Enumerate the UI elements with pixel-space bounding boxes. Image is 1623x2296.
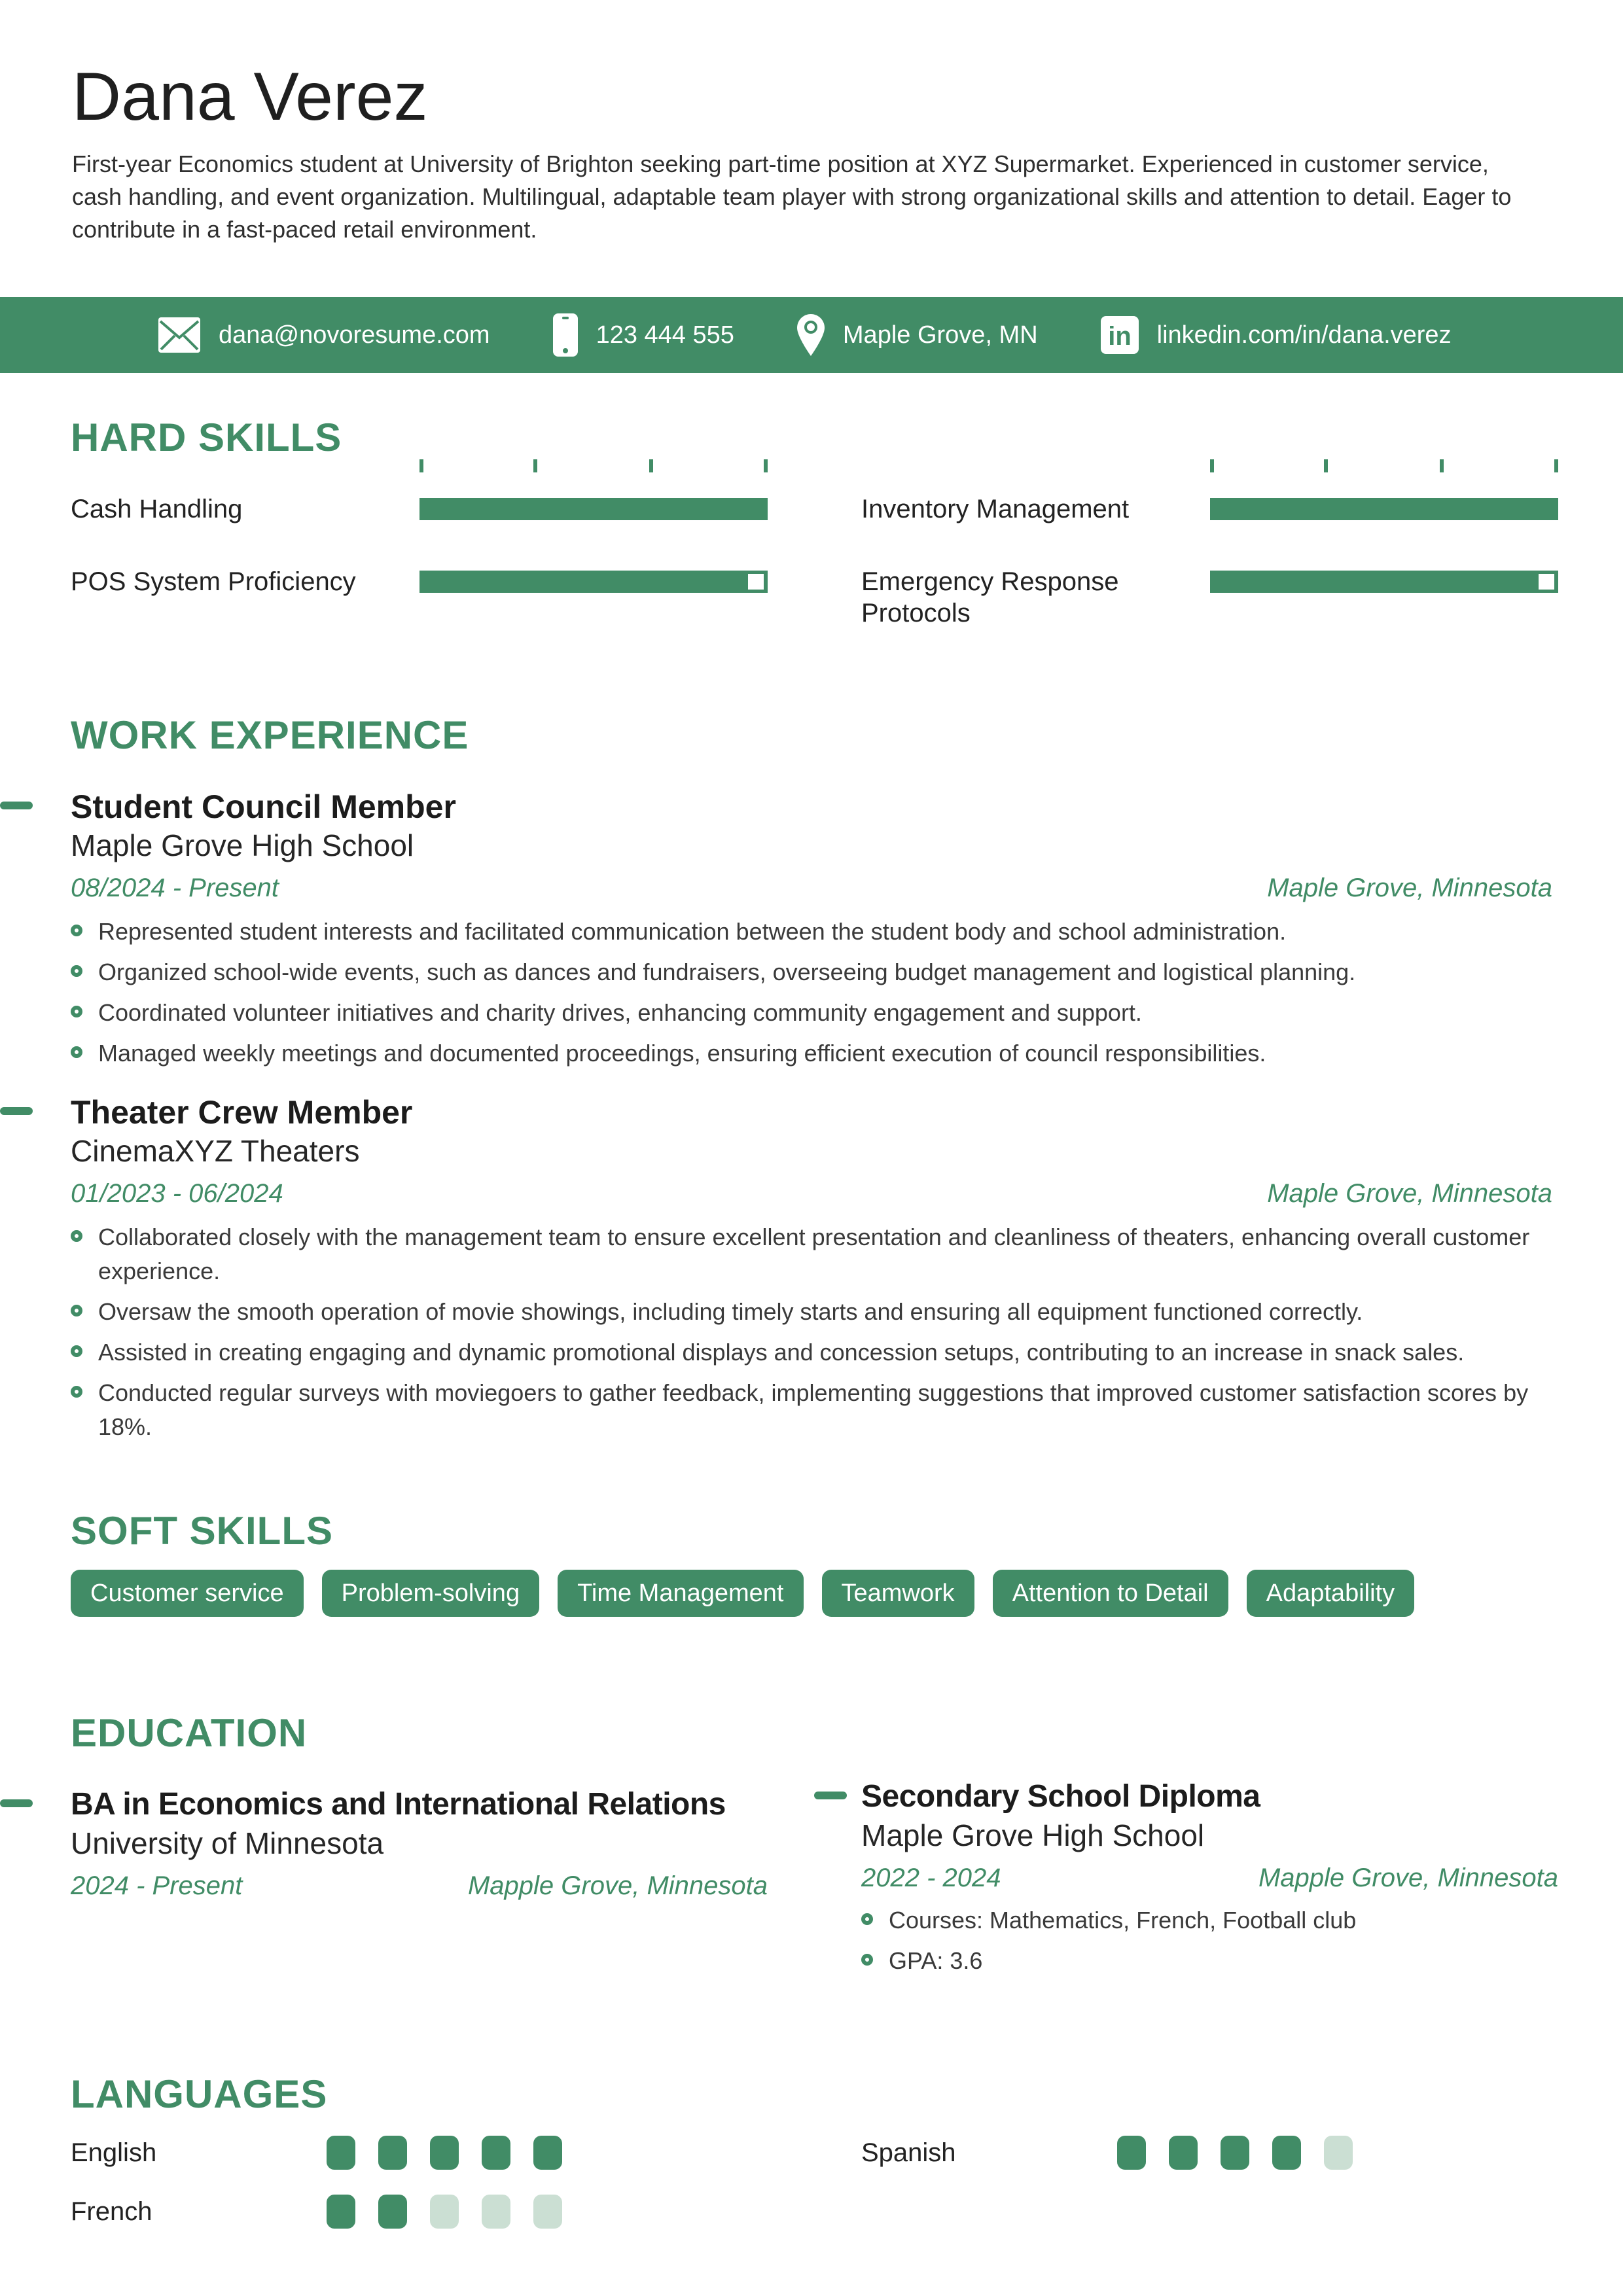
soft-skill-pill: Time Management (558, 1570, 803, 1617)
language-level-squares (327, 2136, 562, 2170)
bullet-ring-icon (71, 1345, 82, 1357)
bullet-ring-icon (71, 1305, 82, 1316)
tick-mark (1440, 459, 1444, 472)
job-company: CinemaXYZ Theaters (71, 1134, 360, 1169)
school-name: University of Minnesota (71, 1826, 384, 1861)
job-company: Maple Grove High School (71, 828, 414, 863)
timeline-dash-icon (814, 1792, 847, 1799)
language-level-square (378, 2195, 407, 2229)
skill-level-marker (1539, 574, 1554, 590)
bullet-text: GPA: 3.6 (889, 1947, 983, 1975)
education-dates: 2024 - Present (71, 1871, 243, 1901)
skill-bar-fill (1210, 498, 1558, 520)
language-level-square (482, 2195, 510, 2229)
language-row (71, 2195, 768, 2229)
contact-email (158, 317, 490, 353)
language-level-square (1221, 2136, 1249, 2170)
bullet-ring-icon (71, 1230, 82, 1242)
tick-mark (533, 459, 537, 472)
work-entry (71, 1093, 1552, 1444)
languages-title: LANGUAGES (71, 2072, 328, 2117)
bullet-item (71, 915, 1552, 949)
timeline-dash-icon (0, 802, 33, 809)
language-level-square (1117, 2136, 1146, 2170)
bullet-ring-icon (71, 925, 82, 936)
bullet-item (71, 1036, 1552, 1070)
language-level-square (327, 2136, 355, 2170)
hard-skill-label: Emergency Response Protocols (861, 567, 1119, 628)
tick-mark (649, 459, 653, 472)
section-languages (71, 2073, 1552, 2229)
hard-skills-title: HARD SKILLS (71, 415, 342, 460)
tick-mark (1554, 459, 1558, 472)
hard-skill-row (861, 567, 1558, 629)
section-work-experience (71, 714, 1552, 1444)
soft-skill-pill: Teamwork (822, 1570, 974, 1617)
language-row (861, 2136, 1558, 2170)
section-hard-skills (71, 416, 1552, 629)
language-name: Spanish (861, 2138, 956, 2167)
bullet-ring-icon (71, 1006, 82, 1017)
work-entry (71, 787, 1552, 1070)
education-dates: 2022 - 2024 (861, 1863, 1001, 1893)
tick-mark (764, 459, 768, 472)
bullet-item (71, 955, 1552, 989)
bullet-text: Collaborated closely with the management team to ensure excellent presentation and cleanliness of theaters, enhancing overall customer experience. (98, 1224, 1530, 1285)
language-row (71, 2136, 768, 2170)
skill-level-marker (748, 574, 764, 590)
skill-ticks (419, 459, 768, 472)
skill-bar (419, 571, 768, 593)
language-level-squares (327, 2195, 562, 2229)
language-level-square (430, 2136, 459, 2170)
skill-bar-fill (419, 498, 768, 520)
bullet-text: Represented student interests and facilitated communication between the student body and school administration. (98, 918, 1287, 945)
soft-skill-pill: Attention to Detail (993, 1570, 1228, 1617)
education-location: Mapple Grove, Minnesota (1258, 1863, 1558, 1893)
tick-mark (1210, 459, 1214, 472)
timeline-dash-icon (0, 1107, 33, 1115)
hard-skills-grid (71, 459, 1552, 629)
svg-text:in: in (1107, 322, 1132, 351)
phone-icon (553, 313, 578, 357)
job-title: Theater Crew Member (71, 1094, 413, 1131)
education-bullets (861, 1903, 1558, 1978)
languages-column-left (71, 2136, 768, 2229)
email-icon (158, 317, 200, 353)
job-location: Maple Grove, Minnesota (1267, 1179, 1552, 1209)
skill-bar-fill (419, 571, 768, 593)
language-level-square (430, 2195, 459, 2229)
section-education (71, 1711, 1558, 1985)
skill-bar (419, 498, 768, 520)
languages-grid (71, 2136, 1552, 2229)
bullet-item (861, 1903, 1558, 1937)
language-name: French (71, 2197, 152, 2226)
language-level-square (327, 2195, 355, 2229)
hard-skill-row (71, 495, 768, 525)
job-dates: 01/2023 - 06/2024 (71, 1179, 283, 1209)
education-grid (71, 1755, 1558, 1985)
school-name: Maple Grove High School (861, 1818, 1205, 1853)
bullet-text: Coordinated volunteer initiatives and charity drives, enhancing community engagement and support. (98, 999, 1142, 1027)
job-meta (71, 874, 1552, 903)
timeline-dash-icon (0, 1799, 33, 1807)
hard-skill-label: POS System Proficiency (71, 567, 356, 597)
bullet-item (71, 1376, 1552, 1444)
hard-skill-row (861, 495, 1558, 525)
job-location: Maple Grove, Minnesota (1267, 874, 1552, 903)
education-meta (71, 1871, 768, 1901)
language-level-square (482, 2136, 510, 2170)
bullet-text: Courses: Mathematics, French, Football club (889, 1907, 1357, 1934)
linkedin-icon (1101, 316, 1139, 354)
bullet-item (71, 1335, 1552, 1369)
bullet-ring-icon (71, 1046, 82, 1058)
bullet-text: Conducted regular surveys with moviegoers to gather feedback, implementing suggestions that improved customer satisfaction scores by 18%. (98, 1379, 1529, 1441)
bullet-ring-icon (861, 1954, 873, 1966)
summary-text: First-year Economics student at University of Brighton seeking part-time position at XYZ Supermarket. Experienced in customer service, cash handling, and event organization. Multilingual, adaptable team player with strong organizational skills and attention to detail. Eager to contribute in a fast-paced retail environment. (72, 150, 1512, 243)
bullet-item (861, 1944, 1558, 1978)
education-meta (861, 1863, 1558, 1893)
hard-skill-label: Cash Handling (71, 495, 243, 524)
language-level-square (533, 2136, 562, 2170)
bullet-text: Assisted in creating engaging and dynamic promotional displays and concession setups, contributing to an increase in snack sales. (98, 1339, 1465, 1366)
section-soft-skills (71, 1510, 1552, 1617)
bullet-item (71, 996, 1552, 1030)
language-level-square (1272, 2136, 1301, 2170)
contact-email-text[interactable]: dana@novoresume.com (219, 321, 490, 349)
job-title: Student Council Member (71, 788, 456, 826)
hard-skill-label: Inventory Management (861, 495, 1130, 524)
contact-linkedin-text[interactable]: linkedin.com/in/dana.verez (1156, 321, 1452, 349)
soft-skills-pills (71, 1570, 1552, 1617)
skill-ticks (1210, 459, 1558, 472)
language-level-squares (1117, 2136, 1353, 2170)
tick-mark (1324, 459, 1328, 472)
work-experience-title: WORK EXPERIENCE (71, 713, 469, 758)
bullet-item (71, 1295, 1552, 1329)
contact-bar (0, 297, 1623, 373)
job-bullets (71, 915, 1552, 1070)
bullet-text: Organized school-wide events, such as dances and fundraisers, overseeing budget management and logistical planning. (98, 959, 1356, 986)
job-dates: 08/2024 - Present (71, 874, 279, 903)
bullet-ring-icon (861, 1913, 873, 1925)
education-entry (71, 1785, 768, 1985)
language-level-square (1324, 2136, 1353, 2170)
header (0, 0, 1623, 246)
skill-bar (1210, 498, 1558, 520)
soft-skills-title: SOFT SKILLS (71, 1509, 333, 1553)
job-bullets (71, 1220, 1552, 1444)
skill-bar (1210, 571, 1558, 593)
language-level-square (533, 2195, 562, 2229)
education-title: EDUCATION (71, 1711, 308, 1756)
contact-linkedin (1101, 316, 1452, 354)
skill-bar-fill (1210, 571, 1558, 593)
location-pin-icon (797, 314, 825, 356)
soft-skill-pill: Customer service (71, 1570, 304, 1617)
main-content (0, 416, 1623, 2229)
language-level-square (1169, 2136, 1198, 2170)
hard-skill-row (71, 567, 768, 629)
bullet-item (71, 1220, 1552, 1288)
bullet-ring-icon (71, 1386, 82, 1398)
person-name: Dana Verez (72, 59, 428, 135)
bullet-ring-icon (71, 965, 82, 977)
degree-title: BA in Economics and International Relations (71, 1787, 726, 1822)
tick-mark (419, 459, 423, 472)
contact-phone-text: 123 444 555 (596, 321, 734, 349)
bullet-text: Oversaw the smooth operation of movie showings, including timely starts and ensuring all equipment functioned correctly. (98, 1298, 1363, 1326)
contact-location (797, 314, 1038, 356)
contact-phone (553, 313, 734, 357)
soft-skill-pill: Problem-solving (322, 1570, 539, 1617)
bullet-text: Managed weekly meetings and documented proceedings, ensuring efficient execution of council responsibilities. (98, 1040, 1266, 1067)
languages-column-right (861, 2136, 1558, 2229)
education-entry (861, 1777, 1558, 1985)
language-level-square (378, 2136, 407, 2170)
soft-skill-pill: Adaptability (1247, 1570, 1414, 1617)
language-name: English (71, 2138, 157, 2167)
education-location: Mapple Grove, Minnesota (467, 1871, 768, 1901)
contact-location-text: Maple Grove, MN (842, 321, 1038, 349)
degree-title: Secondary School Diploma (861, 1779, 1260, 1814)
job-meta (71, 1179, 1552, 1209)
